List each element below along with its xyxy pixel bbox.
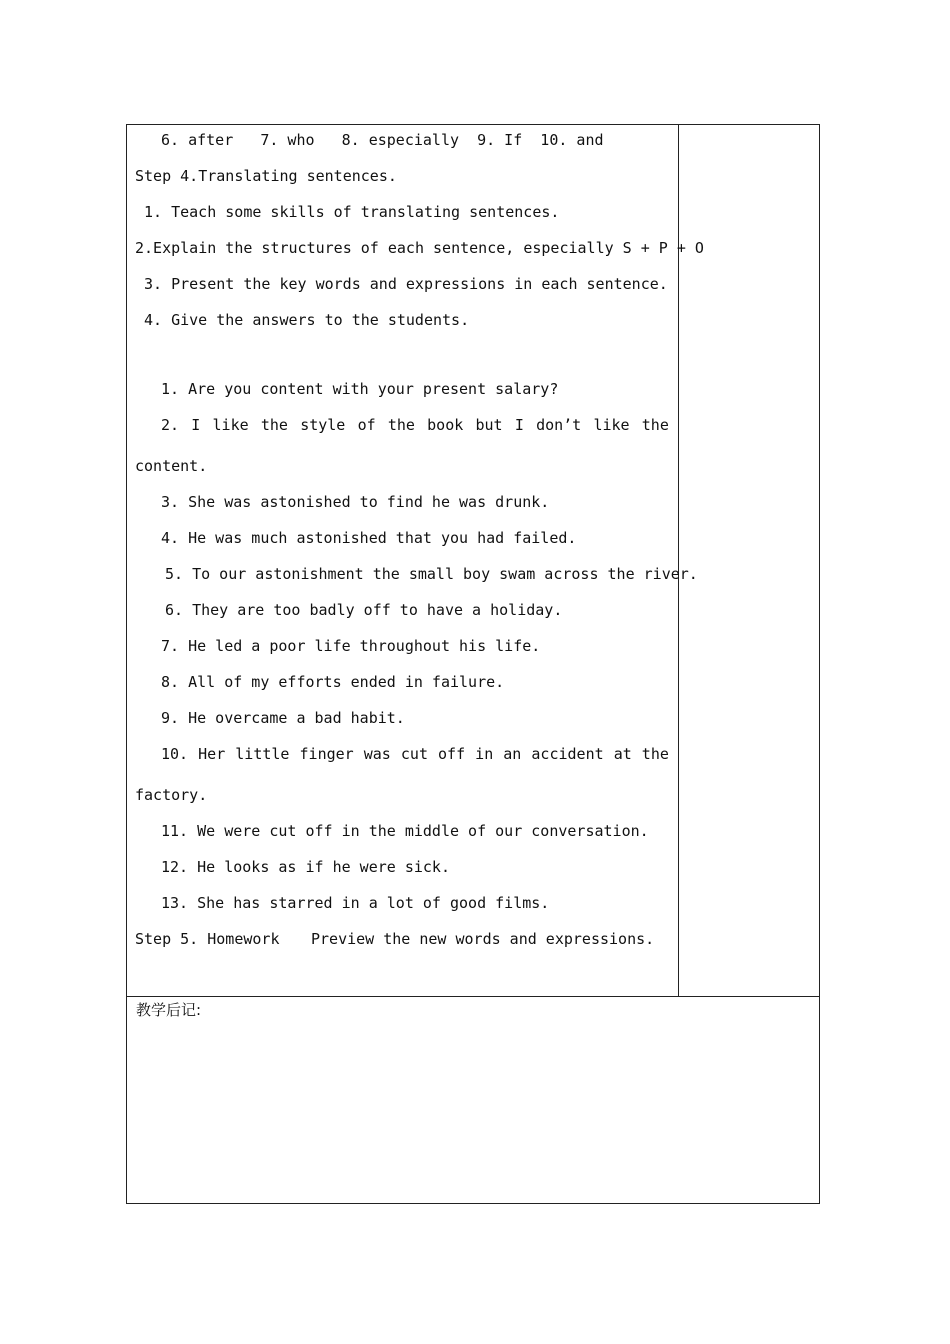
step-4-item-4: 4. Give the answers to the students. (144, 311, 470, 329)
sentence-8: 8. All of my efforts ended in failure. (161, 673, 505, 691)
sentence-2-word: book (427, 416, 464, 434)
sentence-2-word: like (593, 416, 630, 434)
sentence-10-word: Her (198, 745, 226, 763)
sentence-2-word: of (357, 416, 376, 434)
sentence-2-continuation: content. (135, 457, 208, 475)
sentence-9: 9. He overcame a bad habit. (161, 709, 405, 727)
sentence-2-word: the (260, 416, 288, 434)
sentence-2-word: like (212, 416, 249, 434)
sentence-10-word: in (475, 745, 494, 763)
sentence-10-word: an (503, 745, 522, 763)
sentence-10-word: finger (299, 745, 354, 763)
teaching-notes-title: 教学后记: (136, 1001, 202, 1019)
sentence-10-word: 10. (161, 745, 189, 763)
sentence-2-word: style (300, 416, 346, 434)
lesson-table (126, 124, 820, 1204)
sentence-2-word: don’t (536, 416, 582, 434)
sentence-1: 1. Are you content with your present salary? (161, 380, 559, 398)
sentence-2-word: the (641, 416, 669, 434)
step-4-item-3: 3. Present the key words and expressions in each sentence. (144, 275, 668, 293)
sentence-10-word: was (363, 745, 391, 763)
sentence-10-word: off (438, 745, 466, 763)
sentence-10-word: the (641, 745, 669, 763)
homework-label: Step 5. Homework (135, 930, 280, 948)
sentence-6: 6. They are too badly off to have a holiday. (165, 601, 563, 619)
sentence-2-word: the (387, 416, 415, 434)
sentence-10-word: at (613, 745, 632, 763)
sentence-13: 13. She has starred in a lot of good films. (161, 894, 550, 912)
sentence-2-word: I (514, 416, 524, 434)
sentence-3: 3. She was astonished to find he was drunk. (161, 493, 550, 511)
sentence-7: 7. He led a poor life throughout his life. (161, 637, 541, 655)
remarks-cell (679, 125, 819, 997)
sentence-12: 12. He looks as if he were sick. (161, 858, 450, 876)
sentence-10-word: accident (531, 745, 604, 763)
sentence-11: 11. We were cut off in the middle of our conversation. (161, 822, 649, 840)
sentence-2 (161, 416, 669, 434)
sentence-2-word: I (191, 416, 201, 434)
homework-text: Preview the new words and expressions. (311, 930, 655, 948)
teaching-notes-cell (127, 997, 819, 1203)
step-4-heading: Step 4.Translating sentences. (135, 167, 397, 185)
sentence-10-word: cut (400, 745, 428, 763)
sentence-10-continuation: factory. (135, 786, 208, 804)
sentence-10-word: little (235, 745, 290, 763)
sentence-5: 5. To our astonishment the small boy swam across the river. (165, 565, 698, 583)
step-4-item-2: 2.Explain the structures of each sentence, especially S + P + O (135, 239, 704, 257)
sentence-4: 4. He was much astonished that you had failed. (161, 529, 577, 547)
answer-key-line: 6. after 7. who 8. especially 9. If 10. and (161, 131, 604, 149)
procedure-cell (127, 125, 704, 997)
sentence-2-word: but (475, 416, 503, 434)
sentence-2-word: 2. (161, 416, 180, 434)
step-4-item-1: 1. Teach some skills of translating sentences. (144, 203, 560, 221)
sentence-10 (161, 745, 669, 763)
